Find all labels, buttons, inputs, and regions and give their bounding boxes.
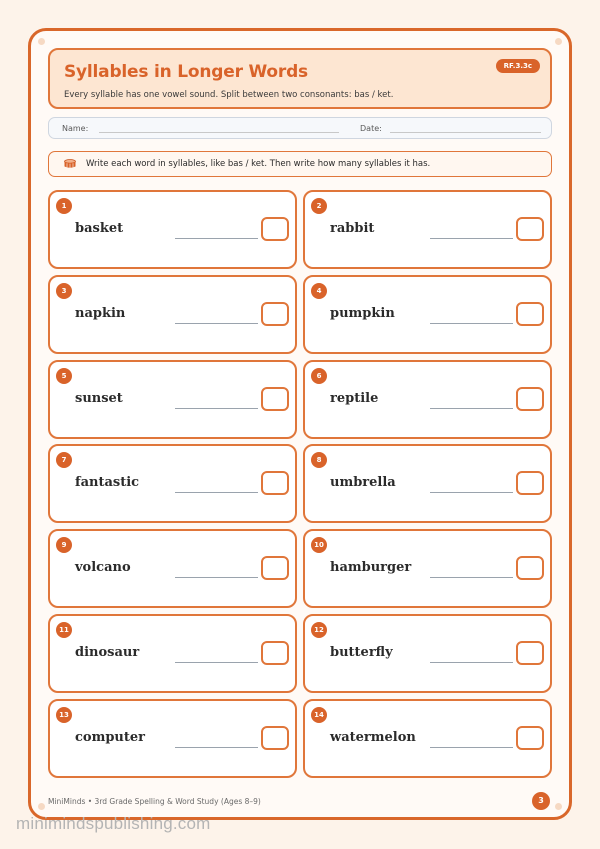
syllable-count-box[interactable] [261,387,289,411]
word-text: rabbit [330,221,375,236]
word-text: computer [75,730,146,745]
word-card [303,699,552,778]
item-number: 4 [311,283,327,299]
word-card [48,444,297,523]
word-card [303,360,552,439]
item-number: 8 [311,452,327,468]
word-text: basket [75,221,124,236]
word-card [303,190,552,269]
word-card [48,614,297,693]
syllable-answer-line[interactable] [175,408,258,409]
item-number: 10 [311,537,327,553]
word-text: sunset [75,391,123,406]
word-card [303,529,552,608]
item-number: 1 [56,198,72,214]
syllable-answer-line[interactable] [430,408,513,409]
syllable-count-box[interactable] [516,641,544,665]
syllable-answer-line[interactable] [175,577,258,578]
syllable-answer-line[interactable] [175,662,258,663]
word-text: butterfly [330,645,393,660]
item-number: 13 [56,707,72,723]
word-text: fantastic [75,475,140,490]
syllable-count-box[interactable] [261,302,289,326]
page-number: 3 [532,792,550,810]
word-card [303,614,552,693]
word-card [303,275,552,354]
footer-text: MiniMinds • 3rd Grade Spelling & Word Study (Ages 8–9) [48,797,261,806]
syllable-count-box[interactable] [516,556,544,580]
word-text: napkin [75,306,126,321]
word-text: reptile [330,391,379,406]
syllable-answer-line[interactable] [175,492,258,493]
word-text: umbrella [330,475,396,490]
syllable-count-box[interactable] [516,387,544,411]
word-text: watermelon [330,730,416,745]
syllable-answer-line[interactable] [175,238,258,239]
syllable-answer-line[interactable] [430,662,513,663]
syllable-answer-line[interactable] [430,747,513,748]
syllable-count-box[interactable] [261,641,289,665]
syllable-count-box[interactable] [261,556,289,580]
syllable-answer-line[interactable] [430,492,513,493]
word-card [48,360,297,439]
item-number: 5 [56,368,72,384]
syllable-count-box[interactable] [516,471,544,495]
item-number: 12 [311,622,327,638]
syllable-answer-line[interactable] [430,577,513,578]
instruction-text: Write each word in syllables, like bas / ket. Then write how many syllables it has. [86,159,431,169]
syllable-count-box[interactable] [261,471,289,495]
corner-dot [38,803,45,810]
item-number: 2 [311,198,327,214]
word-text: pumpkin [330,306,395,321]
syllable-count-box[interactable] [261,726,289,750]
instruction-box [48,151,552,177]
standard-badge: RF.3.3c [496,59,540,73]
date-label: Date: [360,124,382,133]
item-number: 11 [56,622,72,638]
item-number: 3 [56,283,72,299]
syllable-count-box[interactable] [261,217,289,241]
item-number: 9 [56,537,72,553]
syllable-count-box[interactable] [516,217,544,241]
word-card [303,444,552,523]
syllable-count-box[interactable] [516,726,544,750]
word-text: volcano [75,560,131,575]
word-card [48,275,297,354]
drum-icon [64,159,76,169]
item-number: 6 [311,368,327,384]
worksheet-header [48,48,552,109]
corner-dot [555,38,562,45]
page-title: Syllables in Longer Words [64,62,308,82]
item-number: 14 [311,707,327,723]
corner-dot [38,38,45,45]
syllable-answer-line[interactable] [430,323,513,324]
corner-dot [555,803,562,810]
word-card [48,699,297,778]
word-card [48,529,297,608]
page-subtitle: Every syllable has one vowel sound. Split between two consonants: bas / ket. [64,90,394,100]
syllable-answer-line[interactable] [430,238,513,239]
name-date-row [48,117,552,139]
name-field[interactable] [99,132,339,133]
syllable-answer-line[interactable] [175,747,258,748]
watermark: minimindspublishing.com [16,814,211,833]
date-field[interactable] [390,132,541,133]
syllable-answer-line[interactable] [175,323,258,324]
word-text: hamburger [330,560,412,575]
word-card [48,190,297,269]
word-text: dinosaur [75,645,140,660]
item-number: 7 [56,452,72,468]
name-label: Name: [62,124,89,133]
syllable-count-box[interactable] [516,302,544,326]
